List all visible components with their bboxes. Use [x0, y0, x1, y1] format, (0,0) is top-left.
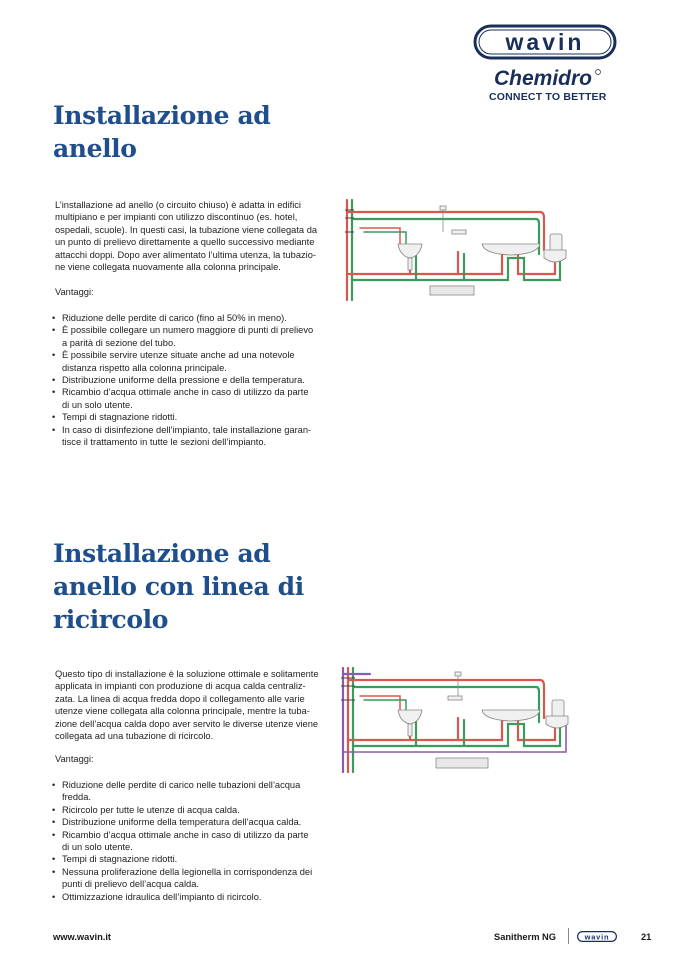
section1-advantages-list	[51, 312, 333, 448]
paragraph-line: utenze viene collegata alla colonna principale, mentre la tuba-	[55, 706, 310, 717]
paragraph-line: ne viene collegata nuovamente alla colonna principale.	[55, 262, 281, 273]
list-item	[51, 312, 333, 324]
list-item-line: a parità di sezione del tubo.	[62, 337, 176, 348]
list-item-line: • È possibile collegare un numero maggiore di punti di prelievo	[62, 325, 314, 336]
list-item-line: di un solo utente.	[62, 399, 133, 410]
title-line: anello	[53, 134, 137, 163]
section1-paragraph	[55, 199, 327, 273]
footer-logo-text: wavin	[584, 932, 610, 942]
list-item-line: • È possibile servire utenze situate anche ad una notevole	[62, 350, 295, 361]
ring-recirculation-diagram	[340, 660, 580, 780]
brand-tagline: CONNECT TO BETTER	[489, 91, 607, 103]
list-item-line: tisce il trattamento in tutte le sezioni dell’impianto.	[62, 437, 267, 448]
section1-advantages-label: Vantaggi:	[55, 287, 94, 297]
list-item	[51, 866, 333, 891]
list-item-line: distanza rispetto alla colonna principale.	[62, 362, 227, 373]
title-line: anello con linea di	[53, 572, 304, 601]
wavin-logo-text: wavin	[505, 29, 585, 55]
page-number: 21	[641, 932, 652, 942]
list-item-line: • Tempi di stagnazione ridotti.	[62, 412, 178, 423]
list-item-line: • Ricambio d’acqua ottimale anche in caso di utilizzo da parte	[62, 387, 309, 398]
footer-divider	[568, 928, 569, 944]
list-item-line: • Tempi di stagnazione ridotti.	[62, 854, 178, 865]
list-item	[51, 853, 333, 865]
section2-paragraph	[55, 668, 327, 742]
paragraph-line: multipiano e per impianti con utilizzo discontinuo (es. hotel,	[55, 212, 298, 223]
list-item-line: • Ricambio d’acqua ottimale anche in caso di utilizzo da parte	[62, 829, 309, 840]
paragraph-line: zata. La linea di acqua fredda dopo il collegamento alle varie	[55, 693, 305, 704]
list-item-line: di un solo utente.	[62, 842, 133, 853]
list-item	[51, 829, 333, 854]
list-item-line: • Riduzione delle perdite di carico (fino al 50% in meno).	[62, 313, 287, 323]
list-item	[51, 779, 333, 804]
list-item	[51, 424, 333, 449]
list-item	[51, 349, 333, 374]
list-item-line: punti di prelievo dell’acqua calda.	[62, 879, 199, 890]
list-item-line: • Distribuzione uniforme della temperatura dell’acqua calda.	[62, 817, 302, 828]
ring-installation-diagram	[340, 192, 580, 312]
section-title-installazione-ad-anello-con-ricircolo	[53, 537, 304, 636]
list-item	[51, 324, 333, 349]
list-item-line: • Distribuzione uniforme della pressione e della temperatura.	[62, 375, 305, 386]
list-item	[51, 891, 333, 903]
list-item	[51, 411, 333, 423]
paragraph-line: zione dell’acqua calda dopo aver servito le diverse utenze viene	[55, 718, 319, 729]
title-line: ricircolo	[53, 605, 169, 634]
list-item-line: • In caso di disinfezione dell’impianto, tale installazione garan-	[62, 424, 312, 435]
section2-advantages-label: Vantaggi:	[55, 754, 94, 764]
section2-advantages-list	[51, 779, 333, 903]
list-item-line: fredda.	[62, 792, 91, 803]
list-item	[51, 816, 333, 828]
footer-product-name: Sanitherm NG	[494, 932, 556, 942]
paragraph-line: collegata ad una tubazione di ricircolo.	[55, 731, 214, 742]
wavin-logo	[473, 24, 617, 60]
section-title-installazione-ad-anello	[53, 99, 270, 165]
list-item	[51, 386, 333, 411]
list-item	[51, 804, 333, 816]
list-item-line: • Nessuna proliferazione della legionella in corrispondenza dei	[62, 866, 313, 877]
paragraph-line: un punto di prelievo direttamente a quello successivo mediante	[55, 237, 315, 248]
paragraph-line: Questo tipo di installazione è la soluzione ottimale e solitamente	[55, 669, 319, 679]
chemidro-logo	[492, 63, 612, 91]
list-item-line: • Ottimizzazione idraulica dell’impianto di ricircolo.	[62, 891, 262, 902]
title-line: Installazione ad	[53, 101, 271, 130]
paragraph-line: attacchi doppi. Dopo aver alimentato l’ultima utenza, la tubazio-	[55, 249, 316, 260]
chemidro-logo-text: Chemidro	[494, 67, 593, 90]
list-item-line: • Ricircolo per tutte le utenze di acqua calda.	[62, 804, 240, 815]
title-line: Installazione ad	[53, 539, 271, 568]
list-item	[51, 374, 333, 386]
footer-url[interactable]: www.wavin.it	[53, 932, 112, 942]
paragraph-line: L’installazione ad anello (o circuito chiuso) è adatta in edifici	[55, 200, 301, 210]
footer-wavin-logo	[577, 931, 617, 942]
list-item-line: • Riduzione delle perdite di carico nelle tubazioni dell’acqua	[62, 780, 301, 790]
paragraph-line: applicata in impianti con produzione di acqua calda centraliz-	[55, 681, 306, 692]
paragraph-line: ospedali, scuole). In questi casi, la tubazione viene collegata da	[55, 224, 318, 235]
